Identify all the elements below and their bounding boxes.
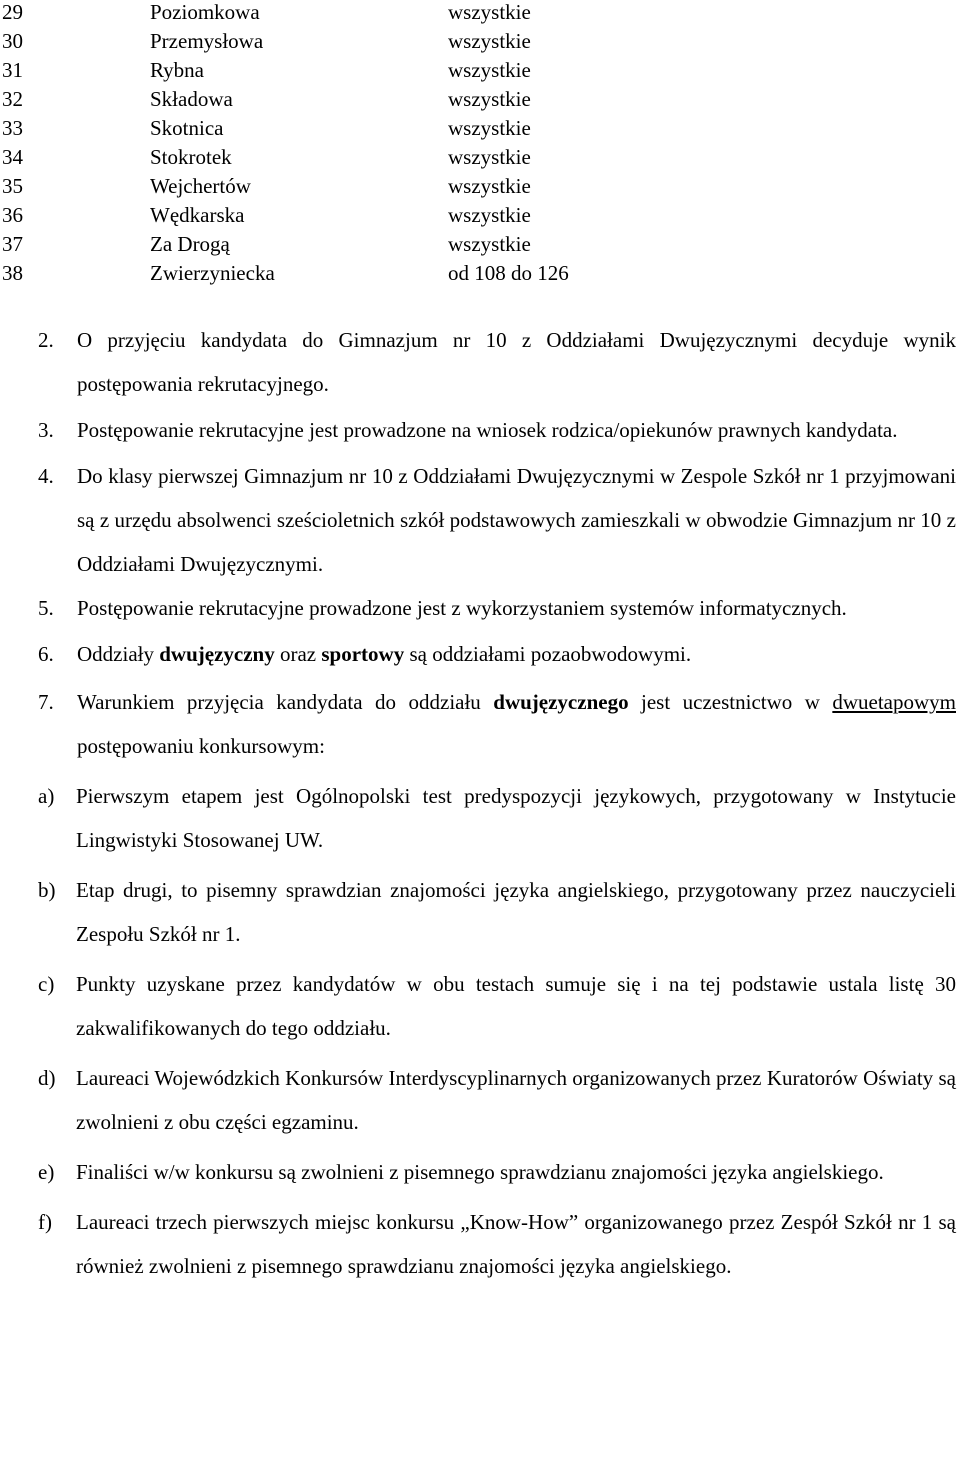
street-row <box>0 116 960 145</box>
subpoint-letter: a) <box>38 784 55 808</box>
street-number: 37 <box>2 232 23 256</box>
street-name: Stokrotek <box>150 145 232 169</box>
subpoint-letter: d) <box>38 1066 56 1090</box>
subpoint-letter: c) <box>38 972 55 996</box>
underlined-term: dwuetapowym <box>832 690 956 714</box>
street-number: 32 <box>2 87 23 111</box>
point-text: Postępowanie rekrutacyjne prowadzone jest z wykorzystaniem systemów informatycznych. <box>77 596 847 620</box>
bold-term: dwujęzycznego <box>493 690 629 714</box>
subpoint-text: Laureaci trzech pierwszych miejsc konkursu „Know-How” organizowanego przez Zespół Szkół nr 1 są również zwolnieni z pisemnego sprawdzianu znajomości języka angielskiego. <box>76 1210 956 1278</box>
street-number: 31 <box>2 58 23 82</box>
street-row <box>0 87 960 116</box>
street-name: Przemysłowa <box>150 29 264 53</box>
point-number: 7. <box>38 690 54 714</box>
street-range: wszystkie <box>448 87 531 111</box>
subpoint-b <box>0 868 960 956</box>
street-range: wszystkie <box>448 174 531 198</box>
street-range: wszystkie <box>448 232 531 256</box>
point-7 <box>0 680 960 768</box>
subpoint-text: Punkty uzyskane przez kandydatów w obu testach sumuje się i na tej podstawie ustala listę 30 zakwalifikowanych do tego oddziału. <box>76 972 956 1040</box>
subpoint-text: Finaliści w/w konkursu są zwolnieni z pisemnego sprawdzianu znajomości języka angielskiego. <box>76 1160 884 1184</box>
street-name: Wejchertów <box>150 174 251 198</box>
subpoint-f <box>0 1200 960 1288</box>
street-range: wszystkie <box>448 203 531 227</box>
subpoint-text: Etap drugi, to pisemny sprawdzian znajomości języka angielskiego, przygotowany przez nauczycieli Zespołu Szkół nr 1. <box>76 878 956 946</box>
street-number: 36 <box>2 203 23 227</box>
street-row <box>0 261 960 290</box>
point-number: 4. <box>38 464 54 488</box>
text-run: Oddziały <box>77 642 160 666</box>
street-row <box>0 58 960 87</box>
street-name: Składowa <box>150 87 233 111</box>
point-number: 2. <box>38 328 54 352</box>
text-run: postępowaniu konkursowym: <box>77 734 325 758</box>
subpoint-letter: f) <box>38 1210 52 1234</box>
text-run: Warunkiem przyjęcia kandydata do oddziału <box>77 690 494 714</box>
subpoint-a <box>0 774 960 862</box>
point-text <box>77 632 956 676</box>
street-number: 34 <box>2 145 23 169</box>
street-number: 29 <box>2 0 23 24</box>
point-2 <box>0 318 960 406</box>
subpoint-letter: b) <box>38 878 56 902</box>
point-4 <box>0 454 960 586</box>
street-name: Zwierzyniecka <box>150 261 275 285</box>
street-range: wszystkie <box>448 29 531 53</box>
point-text <box>77 680 956 768</box>
street-range: wszystkie <box>448 145 531 169</box>
street-row <box>0 29 960 58</box>
point-5 <box>0 586 960 630</box>
street-range: wszystkie <box>448 116 531 140</box>
street-name: Skotnica <box>150 116 224 140</box>
subpoint-e <box>0 1150 960 1194</box>
point-text: Postępowanie rekrutacyjne jest prowadzone na wniosek rodzica/opiekunów prawnych kandydata. <box>77 418 898 442</box>
street-range: od 108 do 126 <box>448 261 569 285</box>
street-name: Poziomkowa <box>150 0 260 24</box>
subpoint-letter: e) <box>38 1160 55 1184</box>
bold-term: sportowy <box>321 642 405 666</box>
street-row <box>0 203 960 232</box>
subpoint-d <box>0 1056 960 1144</box>
street-range: wszystkie <box>448 0 531 24</box>
street-name: Za Drogą <box>150 232 230 256</box>
bold-term: dwujęzyczny <box>159 642 275 666</box>
subpoint-text: Laureaci Wojewódzkich Konkursów Interdyscyplinarnych organizowanych przez Kuratorów Oświaty są zwolnieni z obu części egzaminu. <box>76 1066 956 1134</box>
street-name: Rybna <box>150 58 204 82</box>
street-name: Wędkarska <box>150 203 245 227</box>
street-number: 38 <box>2 261 23 285</box>
street-row <box>0 145 960 174</box>
text-run: jest uczestnictwo w <box>628 690 833 714</box>
street-number: 33 <box>2 116 23 140</box>
subpoint-text: Pierwszym etapem jest Ogólnopolski test predyspozycji językowych, przygotowany w Instytucie Lingwistyki Stosowanej UW. <box>76 784 956 852</box>
street-number: 35 <box>2 174 23 198</box>
street-row <box>0 232 960 261</box>
point-number: 6. <box>38 642 54 666</box>
point-3 <box>0 408 960 452</box>
point-number: 3. <box>38 418 54 442</box>
regulation-points <box>0 318 960 1288</box>
subpoint-c <box>0 962 960 1050</box>
point-text: Do klasy pierwszej Gimnazjum nr 10 z Oddziałami Dwujęzycznymi w Zespole Szkół nr 1 przyjmowani są z urzędu absolwenci sześcioletnich szkół podstawowych zamieszkali w obwodzie Gimnazjum nr 10 z Oddziałami Dwujęzycznymi. <box>77 464 956 576</box>
street-range: wszystkie <box>448 58 531 82</box>
street-table <box>0 0 960 290</box>
street-number: 30 <box>2 29 23 53</box>
text-run: oraz <box>274 642 322 666</box>
point-6 <box>0 632 960 676</box>
text-run: są oddziałami pozaobwodowymi. <box>404 642 692 666</box>
point-number: 5. <box>38 596 54 620</box>
street-row <box>0 174 960 203</box>
street-row <box>0 0 960 29</box>
point-text: O przyjęciu kandydata do Gimnazjum nr 10 z Oddziałami Dwujęzycznymi decyduje wynik postępowania rekrutacyjnego. <box>77 328 956 396</box>
